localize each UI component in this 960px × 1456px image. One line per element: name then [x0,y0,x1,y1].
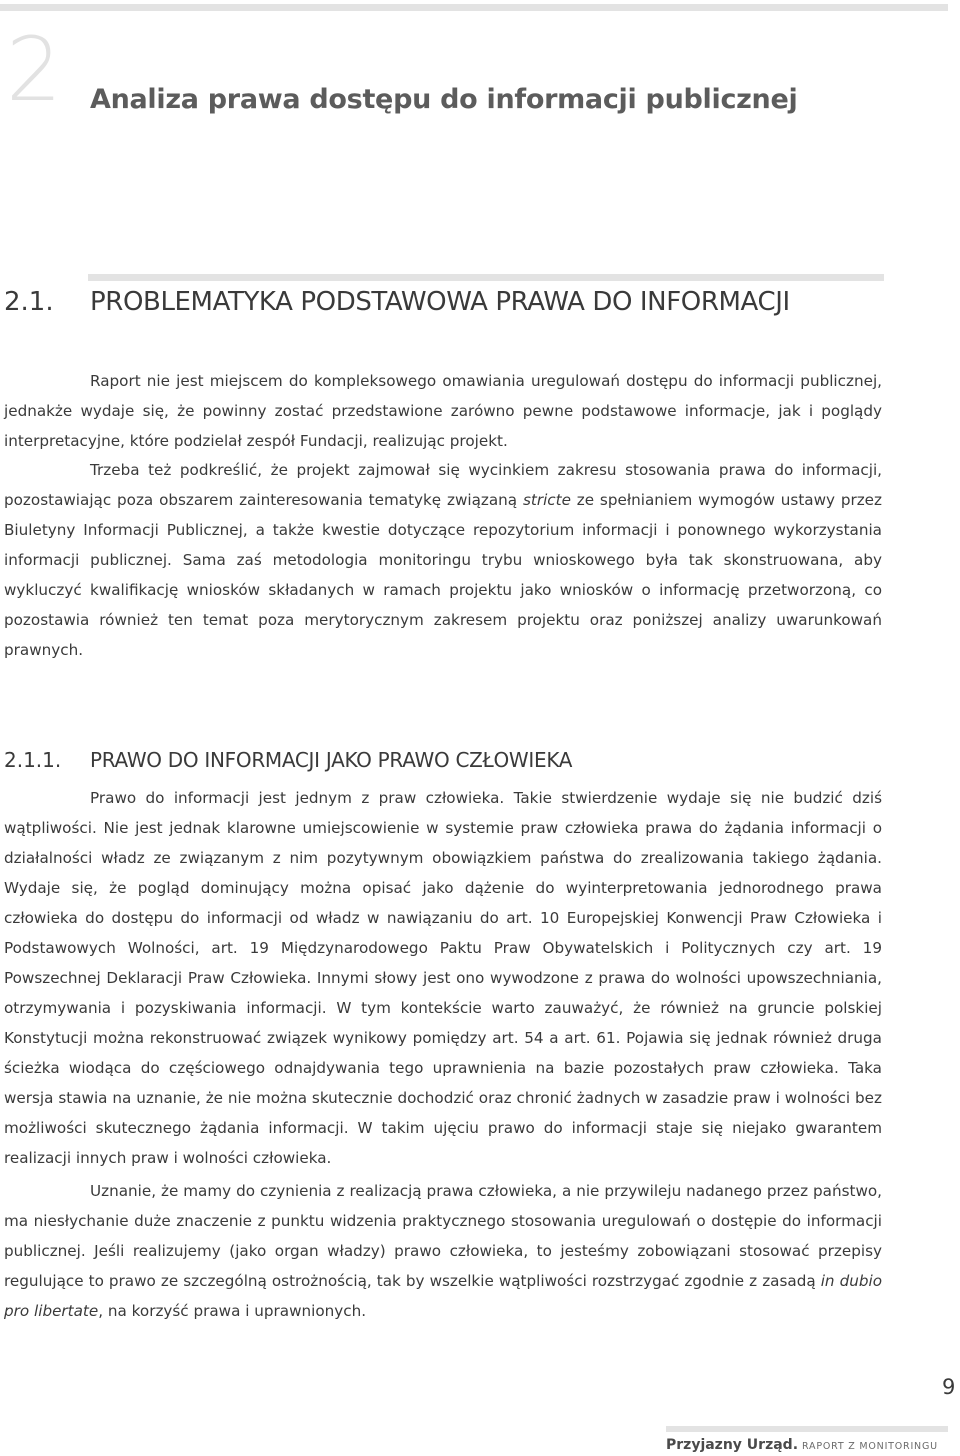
paragraph-4-text: Uznanie, że mamy do czynienia z realizacją prawa człowieka, a nie przywileju nadanego przez państwo, ma niesłychanie duże znaczenie z punktu widzenia praktycznego stosowania uregulowań o dostępie do informacji publicznej. Jeśli realizujemy (jako organ władzy) prawo człowieka, to jesteśmy zobowiązani stosować przepisy regulujące to prawo ze szczególną ostrożnością, tak by wszelkie wątpliwości rozstrzygać zgodnie z zasadą [4,1182,882,1290]
section-number: 2.1. [4,287,54,317]
footer-subtitle: RAPORT Z MONITORINGU [802,1441,938,1452]
chapter-title: Analiza prawa dostępu do informacji publicznej [90,84,798,115]
subsection-title: PRAWO DO INFORMACJI JAKO PRAWO CZŁOWIEKA [90,748,573,772]
paragraph-1: Raport nie jest miejscem do kompleksowego omawiania uregulowań dostępu do informacji publicznej, jednakże wydaje się, że powinny zostać przedstawione zarówno pewne podstawowe informacje, jak i poglądy interpretacyjne, które podzielał zespół Fundacji, realizując projekt. [4,372,882,450]
top-rule [0,4,948,11]
section-rule [88,274,884,281]
paragraph-4-text-end: , na korzyść prawa i uprawnionych. [98,1302,367,1320]
footer [666,1434,950,1453]
paragraph-4-italic: in dubio pro libertate [4,1272,882,1320]
section-title: PROBLEMATYKA PODSTAWOWA PRAWA DO INFORMACJI [90,287,790,317]
paragraph-2-text-end: ze spełnianiem wymogów ustawy przez Biuletyny Informacji Publicznej, a także kwestie dotyczące repozytorium informacji i ponownego wykorzystania informacji publicznej. Sama zaś metodologia monitoringu trybu wnioskowego była tak skonstruowana, aby wykluczyć kwalifikację wniosków składanych w ramach projektu jako wniosków o informację przetworzoną, co pozostawia również ten temat poza merytorycznym zakresem projektu oraz poniższej analizy uwarunkowań prawnych. [4,491,882,659]
paragraph-2-text: Trzeba też podkreślić, że projekt zajmował się wycinkiem zakresu stosowania prawa do informacji, pozostawiając poza obszarem zainteresowania tematykę związaną [4,461,882,509]
paragraph-4 [4,1176,882,1326]
footer-rule [666,1426,948,1432]
page-number: 9 [942,1375,956,1399]
chapter-number: 2 [6,18,62,121]
paragraph-3: Prawo do informacji jest jednym z praw człowieka. Takie stwierdzenie wydaje się nie budzić dziś wątpliwości. Nie jest jednak klarowne umiejscowienie w systemie praw człowieka prawa do żądania informacji o działalności władz ze związanym z nim pozytywnym obowiązkiem państwa do zrealizowania takiego żądania. Wydaje się, że pogląd dominujący można opisać jako dążenie do wyinterpretowania jednorodnego prawa człowieka do dostępu do informacji od władz w nawiązaniu do art. 10 Europejskiej Konwencji Praw Człowieka i Podstawowych Wolności, art. 19 Międzynarodowego Paktu Praw Obywatelskich i Politycznych czy art. 19 Powszechnej Deklaracji Praw Człowieka. Innymi słowy jest ono wywodzone z prawa do wolności upowszechniania, otrzymywania i pozyskiwania informacji. W tym kontekście warto zauważyć, że również na gruncie polskiej Konstytucji można rekonstruować związek wynikowy pomiędzy art. 54 a art. 61. Pojawia się jednak również druga ścieżka wiodąca do częściowego odnajdywania tego uprawnienia na bazie pozostałych praw człowieka. Taka wersja stawia na uznanie, że nie można skutecznie dochodzić oraz chronić żadnych w zasadzie praw i wolności bez możliwości skutecznego żądania informacji. W takim ujęciu prawo do informacji staje się niejako gwarantem realizacji innych praw i wolności człowieka. [4,789,882,1167]
paragraph-2 [4,455,882,665]
paragraph-2-italic: stricte [522,491,571,509]
footer-brand: Przyjazny Urząd. [666,1437,799,1453]
subsection-number: 2.1.1. [4,748,62,772]
